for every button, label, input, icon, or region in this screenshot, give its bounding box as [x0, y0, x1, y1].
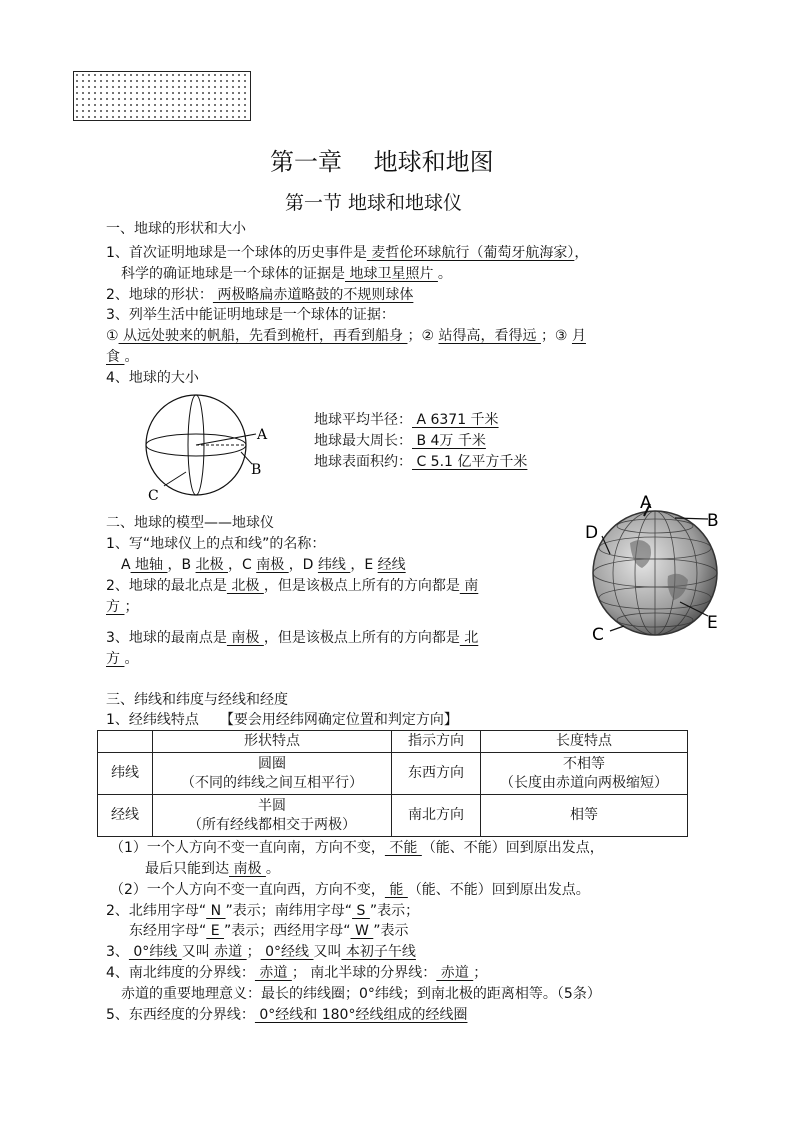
- part3-q3: [106, 942, 416, 962]
- globe-label-e: E: [707, 613, 718, 633]
- answer-blank: 赤道: [254, 965, 292, 981]
- cell-line: 不相等: [563, 755, 605, 772]
- answer-blank: N: [206, 903, 226, 919]
- q-text: ”表示；南纬用字母“: [225, 903, 353, 919]
- answer-blank: 0°经线和 180°经线组成的经线圈: [254, 1007, 468, 1023]
- q-text: 。: [437, 266, 452, 282]
- part1-q1b: [121, 264, 452, 284]
- answer-blank: 经线: [377, 557, 406, 573]
- q-text: ，但是该极点上所有的方向都是: [263, 630, 460, 646]
- answer-blank: 能: [384, 882, 408, 898]
- q-text: 3、地球的最南点是: [106, 630, 227, 646]
- part3-n2: [110, 880, 590, 900]
- globe-label-d: D: [585, 523, 599, 543]
- cell-line: 圆圈: [258, 755, 286, 772]
- q-text: ”表示；: [369, 903, 420, 919]
- answer-blank: 本初子午线: [341, 944, 416, 960]
- q-text: ；: [246, 944, 261, 960]
- table-header-cell: [98, 731, 153, 753]
- part3-n1a: [110, 838, 604, 858]
- radius-line: [314, 410, 499, 430]
- table-cell-shape: [153, 753, 392, 795]
- part3-q2a: [106, 901, 419, 921]
- q-text: 最后只能到达: [145, 861, 229, 877]
- q-text: ”表示: [373, 923, 409, 939]
- q-text: 1、首次证明地球是一个球体的历史事件是: [106, 245, 367, 261]
- answer-blank: 方: [106, 651, 125, 667]
- q-text: ；②: [407, 328, 439, 344]
- answer-blank: 赤道: [209, 944, 247, 960]
- q-text: 地球表面积约：: [314, 454, 412, 470]
- lat-lon-table: [97, 730, 688, 837]
- label-b: B: [251, 462, 262, 478]
- part3-q5: [106, 1005, 467, 1025]
- answer-blank: B 4万 千米: [412, 433, 486, 449]
- q-text: 3、: [106, 944, 129, 960]
- label-c: C: [148, 488, 159, 504]
- q-text: ；③: [540, 328, 572, 344]
- answer-blank: A 6371 千米: [412, 412, 499, 428]
- cell-line: 半圆: [258, 797, 286, 814]
- q-text: ，D: [288, 557, 318, 573]
- q-text: ，: [574, 245, 589, 261]
- part1-q4: 4、地球的大小: [106, 370, 199, 386]
- answer-blank: C 5.1 亿平方千米: [412, 454, 528, 470]
- globe-label-b: B: [707, 511, 719, 531]
- part2-q1: 1、写“地球仪上的点和线”的名称：: [106, 536, 326, 552]
- q-text: 4、南北纬度的分界线：: [106, 965, 255, 981]
- part3-q4b: 赤道的重要地理意义：最长的纬线圈；0°纬线；到南北极的距离相等。（5条）: [121, 986, 601, 1002]
- q-text: 。: [124, 349, 139, 365]
- part1-q3: 3、列举生活中能证明地球是一个球体的证据：: [106, 307, 395, 323]
- table-cell-length: 相等: [481, 795, 688, 837]
- q-text: 地球平均半径：: [314, 412, 412, 428]
- globe-picture: [580, 488, 730, 648]
- table-cell-direction: 南北方向: [392, 795, 481, 837]
- q-text: 2、地球的最北点是: [106, 578, 227, 594]
- chapter-title: 第一章 地球和地图: [270, 148, 494, 176]
- table-header-cell: 长度特点: [481, 731, 688, 753]
- answer-blank: 纬线: [317, 557, 351, 573]
- q-text: （2）一个人方向不变一直向西，方向不变，: [110, 882, 385, 898]
- q-text: 。: [124, 651, 139, 667]
- answer-blank: 食: [106, 349, 125, 365]
- table-cell-direction: 东西方向: [392, 753, 481, 795]
- answer-blank: 地球卫星照片: [345, 266, 438, 282]
- answer-blank: 南极: [229, 861, 266, 877]
- answer-blank: W: [350, 923, 374, 939]
- table-header-row: [98, 731, 688, 753]
- answer-blank: 赤道: [436, 965, 474, 981]
- q-text: （能、不能）回到原出发点，: [421, 840, 604, 856]
- table-cell-length: [481, 753, 688, 795]
- globe-label-c: C: [592, 625, 604, 645]
- answer-blank: 南: [459, 578, 479, 594]
- q-text: 5、东西经度的分界线：: [106, 1007, 255, 1023]
- part2-heading: 二、地球的模型——地球仪: [106, 515, 274, 531]
- circumference-line: [314, 431, 486, 451]
- part1-q1a: [106, 243, 588, 263]
- q-text: ； 南北半球的分界线：: [291, 965, 437, 981]
- part2-q2: [106, 576, 478, 596]
- part3-q1: 1、经纬线特点 【要会用经纬网确定位置和判定方向】: [106, 712, 458, 728]
- answer-blank: 从远处驶来的帆船，先看到桅杆，再看到船身: [118, 328, 408, 344]
- table-cell-name: 经线: [98, 795, 153, 837]
- q-text: ①: [106, 328, 119, 344]
- answer-blank: 南极: [226, 630, 264, 646]
- part1-q3-line: [106, 326, 586, 346]
- q-text: 地球最大周长：: [314, 433, 412, 449]
- part1-q2: [106, 285, 413, 305]
- label-a: A: [257, 427, 268, 443]
- q-text: 2、北纬用字母“: [106, 903, 207, 919]
- dotted-stamp-box: [73, 71, 251, 121]
- table-row: [98, 753, 688, 795]
- answer-blank: S: [352, 903, 370, 919]
- section-title: 第一节 地球和地球仪: [285, 192, 463, 214]
- part3-heading: 三、纬线和纬度与经线和经度: [106, 692, 288, 708]
- answer-blank: 月: [571, 328, 586, 344]
- answer-blank: 地轴: [130, 557, 168, 573]
- answer-blank: 北极: [195, 557, 228, 573]
- answer-blank: 麦哲伦环球航行（葡萄牙航海家）: [366, 245, 575, 261]
- answer-blank: 南极: [256, 557, 289, 573]
- q-text: （能、不能）回到原出发点。: [407, 882, 590, 898]
- answer-blank: 0°经线: [260, 944, 314, 960]
- q-text: ；: [124, 599, 139, 615]
- q-text: （1）一个人方向不变一直向南，方向不变，: [110, 840, 385, 856]
- q-text: ；: [473, 965, 488, 981]
- table-row: [98, 795, 688, 837]
- q-text: ，E: [350, 557, 378, 573]
- q-text: ”表示；西经用字母“: [224, 923, 351, 939]
- q-text: ，但是该极点上所有的方向都是: [263, 578, 460, 594]
- part3-q2b: [129, 921, 409, 941]
- table-header-cell: 形状特点: [153, 731, 392, 753]
- sphere-diagram: [136, 392, 276, 507]
- q-text: 东经用字母“: [129, 923, 207, 939]
- part3-q4a: [106, 963, 487, 983]
- area-line: [314, 452, 527, 472]
- cell-line: （长度由赤道向两极缩短）: [500, 774, 668, 791]
- q-text: 。: [265, 861, 280, 877]
- answer-blank: 北极: [226, 578, 264, 594]
- part1-heading: 一、地球的形状和大小: [106, 221, 246, 237]
- table-cell-name: 纬线: [98, 753, 153, 795]
- part2-q2b: [106, 597, 138, 617]
- part1-q3-line2: [106, 347, 138, 367]
- q-text: ，C: [228, 557, 257, 573]
- cell-line: （所有经线都相交于两极）: [188, 816, 356, 833]
- part2-q3b: [106, 649, 138, 669]
- answer-blank: E: [206, 923, 225, 939]
- part3-n1b: [145, 859, 280, 879]
- q-text: 又叫: [313, 944, 342, 960]
- part2-names: [121, 555, 406, 575]
- q-text: 2、地球的形状：: [106, 287, 213, 303]
- answer-blank: 方: [106, 599, 125, 615]
- table-header-cell: 指示方向: [392, 731, 481, 753]
- table-cell-shape: [153, 795, 392, 837]
- globe-label-a: A: [640, 493, 652, 513]
- q-text: 又叫: [181, 944, 210, 960]
- answer-blank: 北: [459, 630, 479, 646]
- cell-line: （不同的纬线之间互相平行）: [181, 774, 363, 791]
- answer-blank: 站得高，看得远: [438, 328, 541, 344]
- q-text: A: [121, 557, 131, 573]
- part2-q3: [106, 628, 478, 648]
- q-text: 科学的确证地球是一个球体的证据是: [121, 266, 345, 282]
- q-text: ，B: [167, 557, 196, 573]
- answer-blank: 两极略扁赤道略鼓的不规则球体: [212, 287, 414, 303]
- answer-blank: 0°纬线: [128, 944, 182, 960]
- answer-blank: 不能: [384, 840, 422, 856]
